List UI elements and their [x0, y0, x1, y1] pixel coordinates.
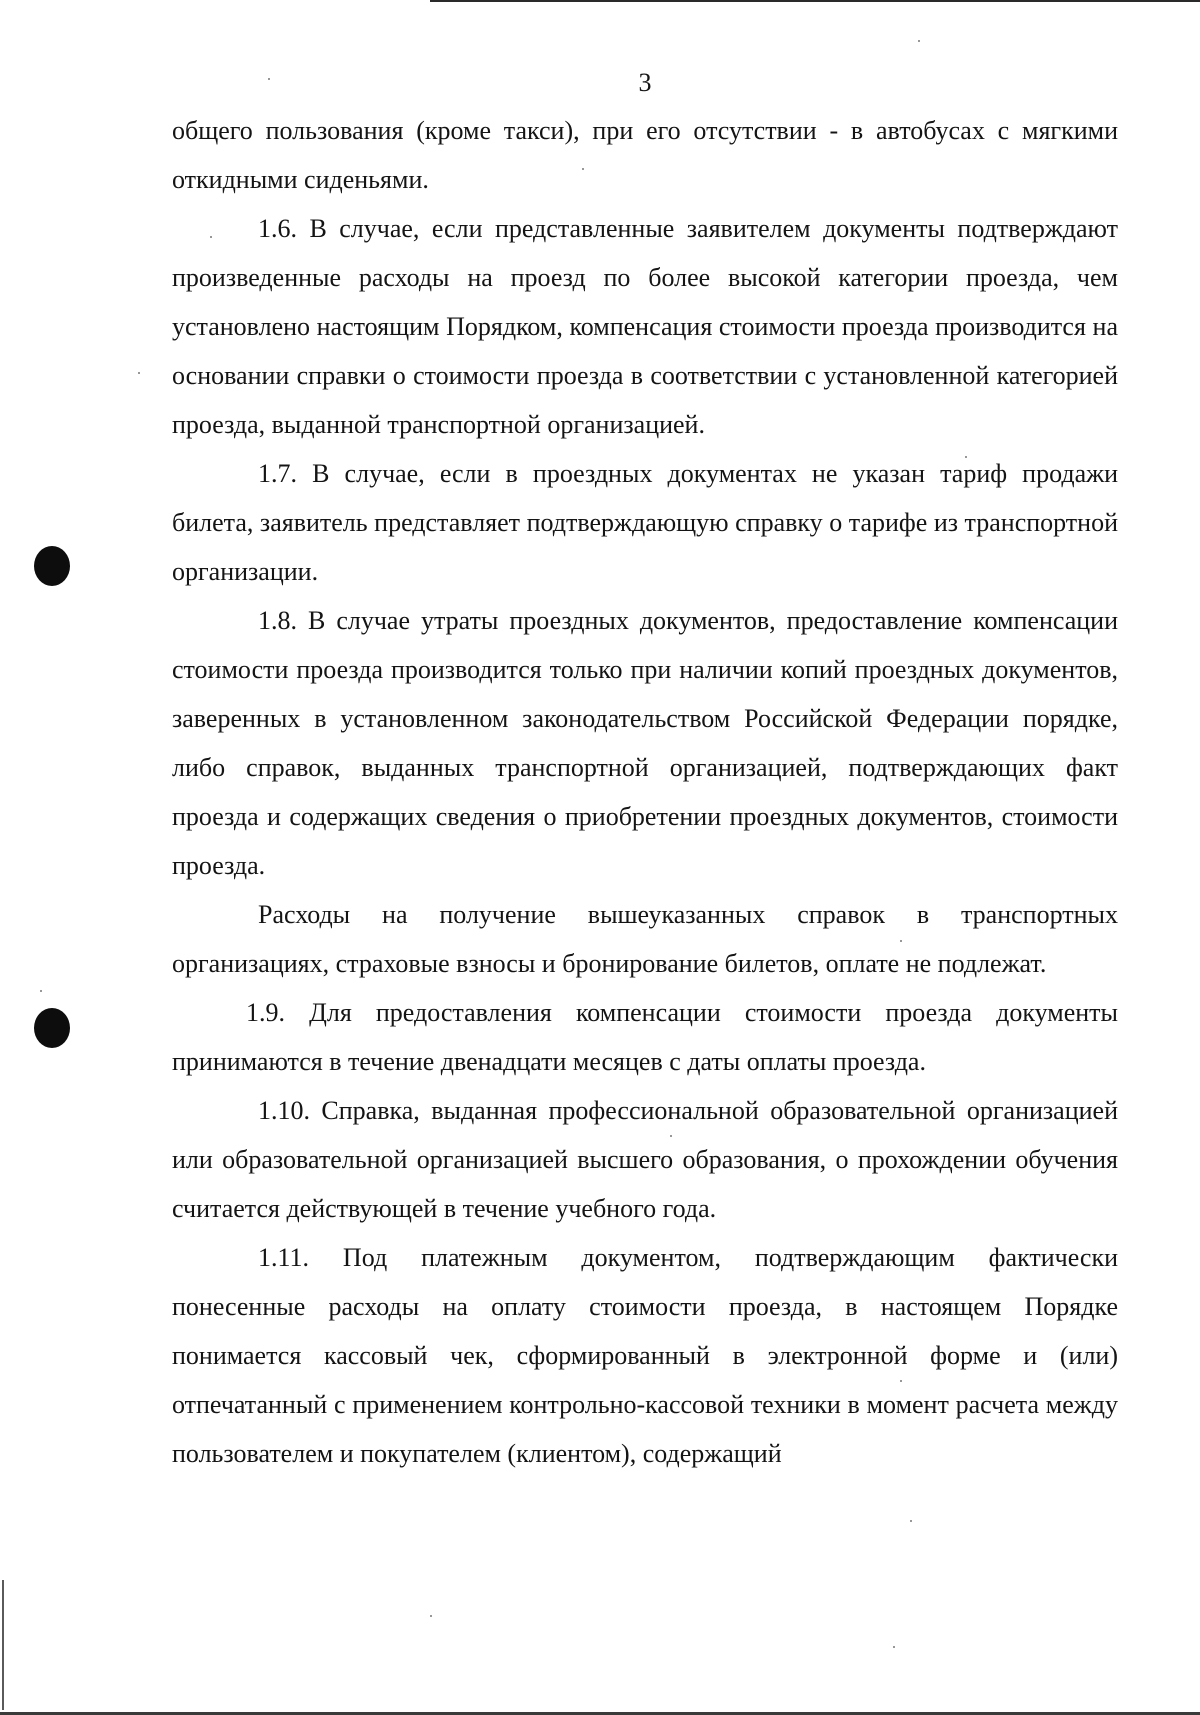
scan-speck — [268, 78, 270, 80]
scan-speck — [40, 990, 42, 992]
page-number: 3 — [638, 68, 652, 97]
scan-speck — [918, 40, 920, 42]
scan-speck — [900, 940, 902, 942]
paragraph-1-9: 1.9. Для предоставления компенсации стоимости проезда документы принимаются в течение двенадцати месяцев с даты оплаты проезда. — [172, 998, 1118, 1076]
scan-speck — [965, 456, 967, 458]
paragraph-1-8: 1.8. В случае утраты проездных документов, предоставление компенсации стоимости проезда производится только при наличии копий проездных документов, заверенных в установленном законодательством Российской Федерации порядке, либо справок, выданных транспортной организацией, подтверждающих факт проезда и содержащих сведения о приобретении проездных документов, стоимости проезда. — [172, 606, 1118, 880]
scan-speck — [900, 1380, 902, 1382]
punch-hole — [34, 546, 70, 586]
scan-speck — [138, 372, 140, 374]
punch-hole — [34, 1008, 70, 1048]
scan-speck — [430, 1615, 432, 1617]
scan-speck — [582, 168, 584, 170]
paragraph-1-7: 1.7. В случае, если в проездных документах не указан тариф продажи билета, заявитель представляет подтверждающую справку о тарифе из транспортной организации. — [172, 459, 1118, 586]
paragraph-expenses: Расходы на получение вышеуказанных справок в транспортных организациях, страховые взносы и бронирование билетов, оплате не подлежат. — [172, 900, 1118, 978]
document-body — [172, 106, 1118, 1478]
paragraph-1-10: 1.10. Справка, выданная профессиональной образовательной организацией или образовательной организацией высшего образования, о прохождении обучения считается действующей в течение учебного года. — [172, 1096, 1118, 1223]
scan-speck — [893, 1646, 895, 1648]
top-edge-line — [430, 0, 1200, 2]
paragraph-1-11: 1.11. Под платежным документом, подтверждающим фактически понесенные расходы на оплату стоимости проезда, в настоящем Порядке понимается кассовый чек, сформированный в электронной форме и (или) отпечатанный с применением контрольно-кассовой техники в момент расчета между пользователем и покупателем (клиентом), содержащий — [172, 1243, 1118, 1468]
left-edge-line — [2, 1580, 4, 1710]
paragraph-1-6: 1.6. В случае, если представленные заявителем документы подтверждают произведенные расходы на проезд по более высокой категории проезда, чем установлено настоящим Порядком, компенсация стоимости проезда производится на основании справки о стоимости проезда в соответствии с установленной категорией проезда, выданной транспортной организацией. — [172, 214, 1118, 439]
paragraph-continuation: общего пользования (кроме такси), при его отсутствии - в автобусах с мягкими откидными сиденьями. — [172, 116, 1118, 194]
scan-speck — [670, 1135, 672, 1137]
scan-speck — [210, 236, 212, 238]
scan-speck — [910, 1520, 912, 1522]
